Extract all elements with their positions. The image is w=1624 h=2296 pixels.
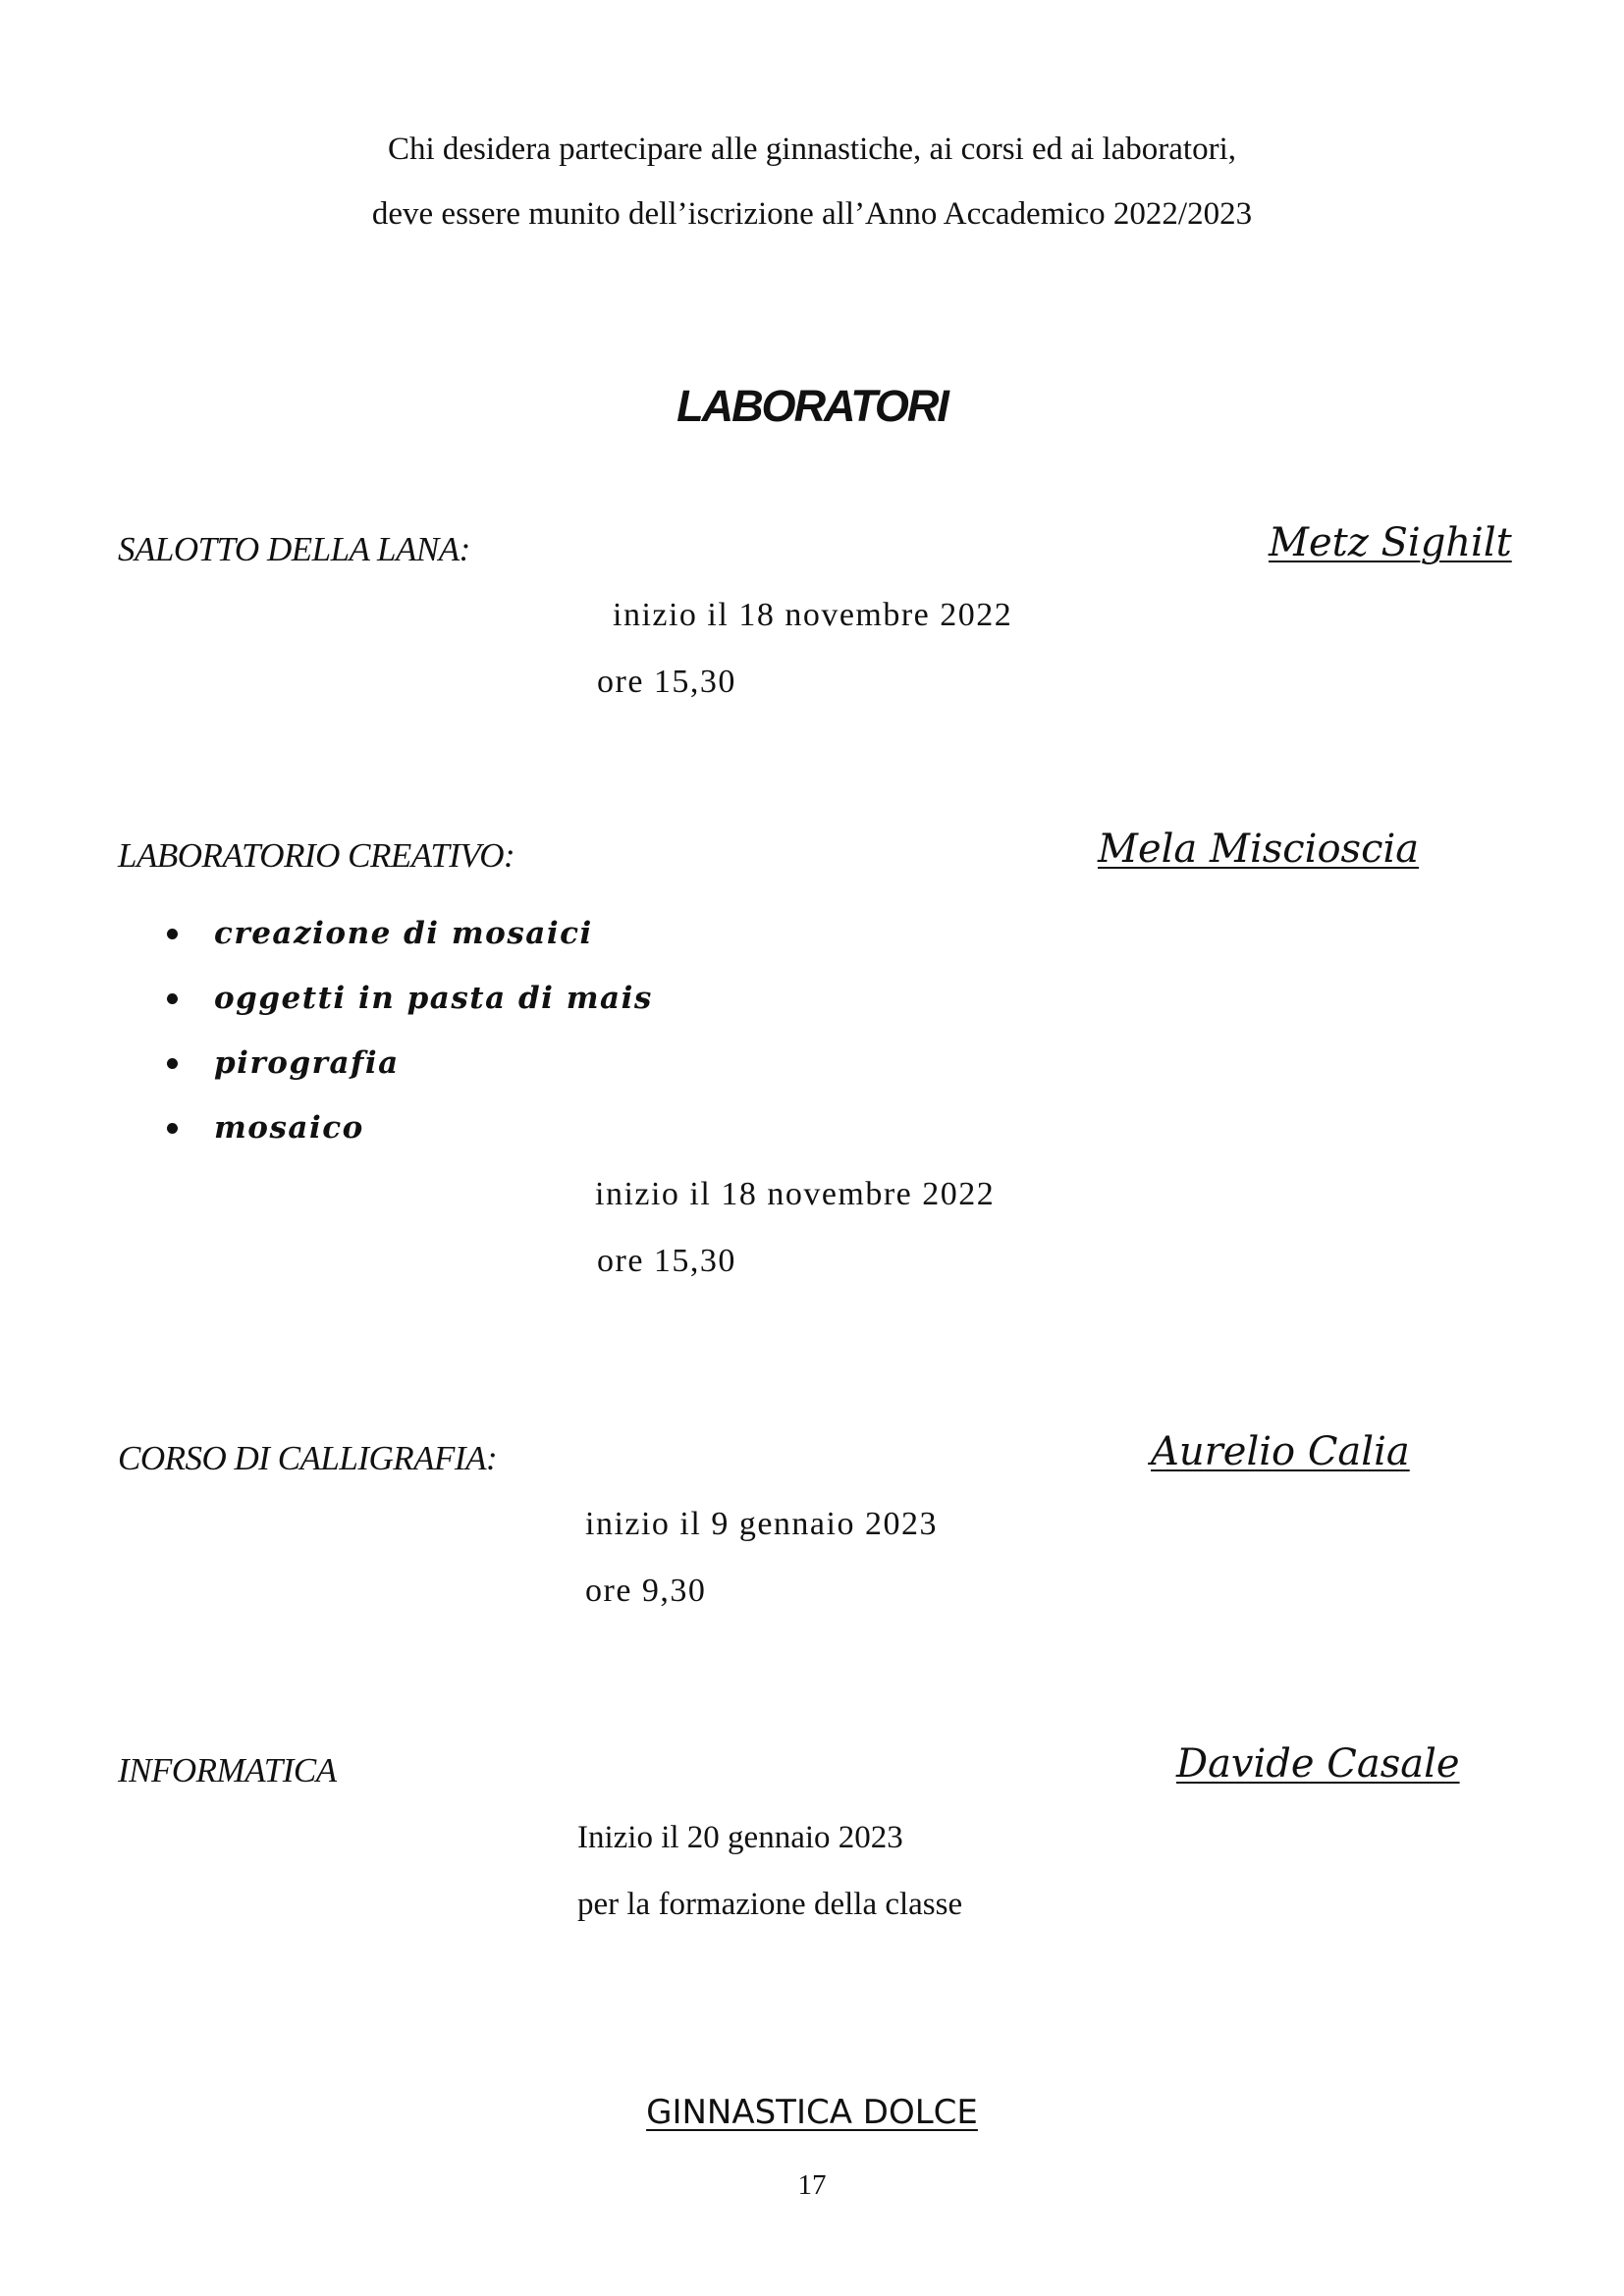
section-title-calligrafia: CORSO DI CALLIGRAFIA: [118,1439,498,1477]
next-section-title-text: GINNASTICA DOLCE [646,2093,978,2132]
activity-label: oggetti in pasta di mais [214,981,653,1016]
list-item [157,1095,653,1160]
next-section-title [0,2093,1624,2132]
intro-line-2: deve essere munito dell’iscrizione all’Anno Accademico 2022/2023 [371,196,1253,232]
section-note-informatica: per la formazione della classe [577,1887,963,1922]
intro-line-1: Chi desidera partecipare alle ginnastiche, ai corsi ed ai laboratori, [387,132,1237,167]
section-start-calligrafia: inizio il 9 gennaio 2023 [585,1506,938,1542]
section-start-salotto: inizio il 18 novembre 2022 [613,597,1013,633]
page-heading: LABORATORI [677,381,947,431]
section-title-informatica: INFORMATICA [118,1751,337,1789]
section-time-calligrafia: ore 9,30 [585,1573,707,1609]
section-start-informatica: Inizio il 20 gennaio 2023 [577,1820,903,1855]
page-number: 17 [797,2169,827,2201]
teacher-name-salotto: Metz Sighilt [1269,520,1512,565]
section-title-creativo: LABORATORIO CREATIVO: [118,836,515,875]
list-item [157,901,653,966]
bullet-icon [167,993,178,1004]
creativo-activity-list [157,901,653,1160]
teacher-name-calligrafia: Aurelio Calia [1151,1429,1410,1474]
teacher-name-informatica: Davide Casale [1176,1741,1460,1787]
section-time-creativo: ore 15,30 [597,1243,736,1279]
bullet-icon [167,1058,178,1069]
activity-label: pirografia [214,1045,400,1081]
activity-label: creazione di mosaici [214,916,593,951]
activity-label: mosaico [214,1110,364,1146]
section-title-salotto: SALOTTO DELLA LANA: [118,530,470,568]
teacher-name-creativo: Mela Miscioscia [1098,827,1420,872]
bullet-icon [167,929,178,939]
section-time-salotto: ore 15,30 [597,664,736,700]
list-item [157,1031,653,1095]
list-item [157,966,653,1031]
section-start-creativo: inizio il 18 novembre 2022 [595,1176,996,1212]
bullet-icon [167,1123,178,1134]
